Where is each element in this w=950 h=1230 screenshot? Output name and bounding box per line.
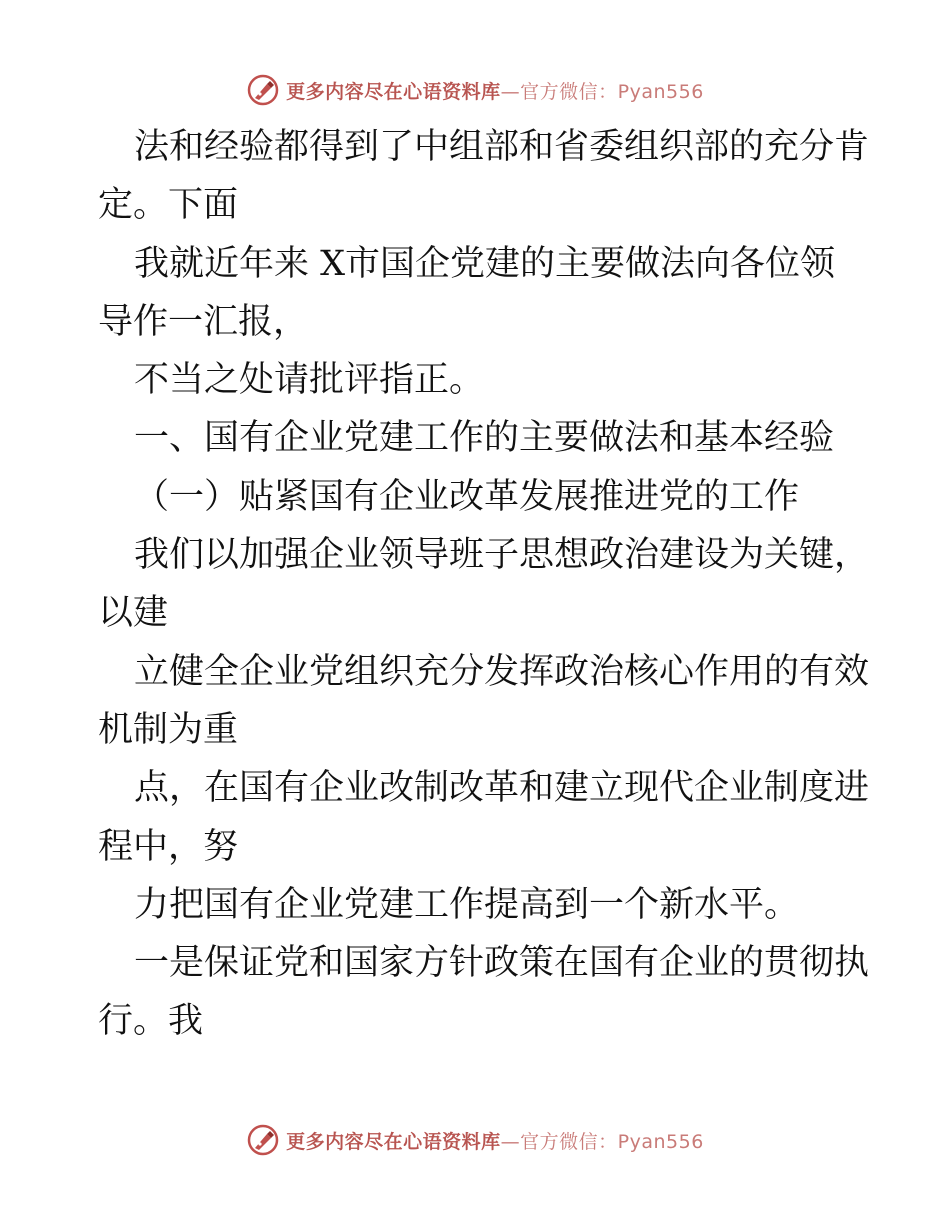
section-heading: 一、国有企业党建工作的主要做法和基本经验 xyxy=(134,418,835,459)
pen-nib-logo-icon xyxy=(246,1123,280,1157)
text-line: 点，在国有企业改制改革和建立现代企业制度进 xyxy=(134,768,870,809)
text-line: 我就近年来 X市国企党建的主要做法向各位领 xyxy=(134,243,836,284)
text-line: 定。下面 xyxy=(98,185,239,226)
text-line: 力把国有企业党建工作提高到一个新水平。 xyxy=(134,884,800,925)
text-line: 立健全企业党组织充分发挥政治核心作用的有效 xyxy=(134,651,870,692)
text-line: 法和经验都得到了中组部和省委组织部的充分肯 xyxy=(134,127,870,167)
watermark-contact: 官方微信：Pyan556 xyxy=(520,1130,704,1153)
text-line: 行。我 xyxy=(98,1001,204,1042)
text-line: 不当之处请批评指正。 xyxy=(134,360,485,401)
document-body xyxy=(98,118,870,1051)
watermark-text xyxy=(286,1127,704,1154)
text-line: 程中，努 xyxy=(98,826,239,867)
header-watermark xyxy=(0,70,950,110)
text-line: 以建 xyxy=(98,593,169,634)
text-line: 机制为重 xyxy=(98,709,239,750)
watermark-dash: — xyxy=(500,1130,521,1153)
watermark-lead: 更多内容尽在心语资料库 xyxy=(286,80,501,103)
watermark-dash: — xyxy=(500,80,521,103)
watermark-text xyxy=(286,77,704,104)
pen-nib-logo-icon xyxy=(246,73,280,107)
watermark-contact: 官方微信：Pyan556 xyxy=(520,80,704,103)
text-line: 导作一汇报， xyxy=(98,301,309,342)
text-line: 我们以加强企业领导班子思想政治建设为关键， xyxy=(134,535,870,576)
subsection-heading: （一）贴紧国有企业改革发展推进党的工作 xyxy=(134,476,800,517)
text-line: 一是保证党和国家方针政策在国有企业的贯彻执 xyxy=(134,943,870,984)
watermark-lead: 更多内容尽在心语资料库 xyxy=(286,1130,501,1153)
footer-watermark xyxy=(0,1120,950,1160)
